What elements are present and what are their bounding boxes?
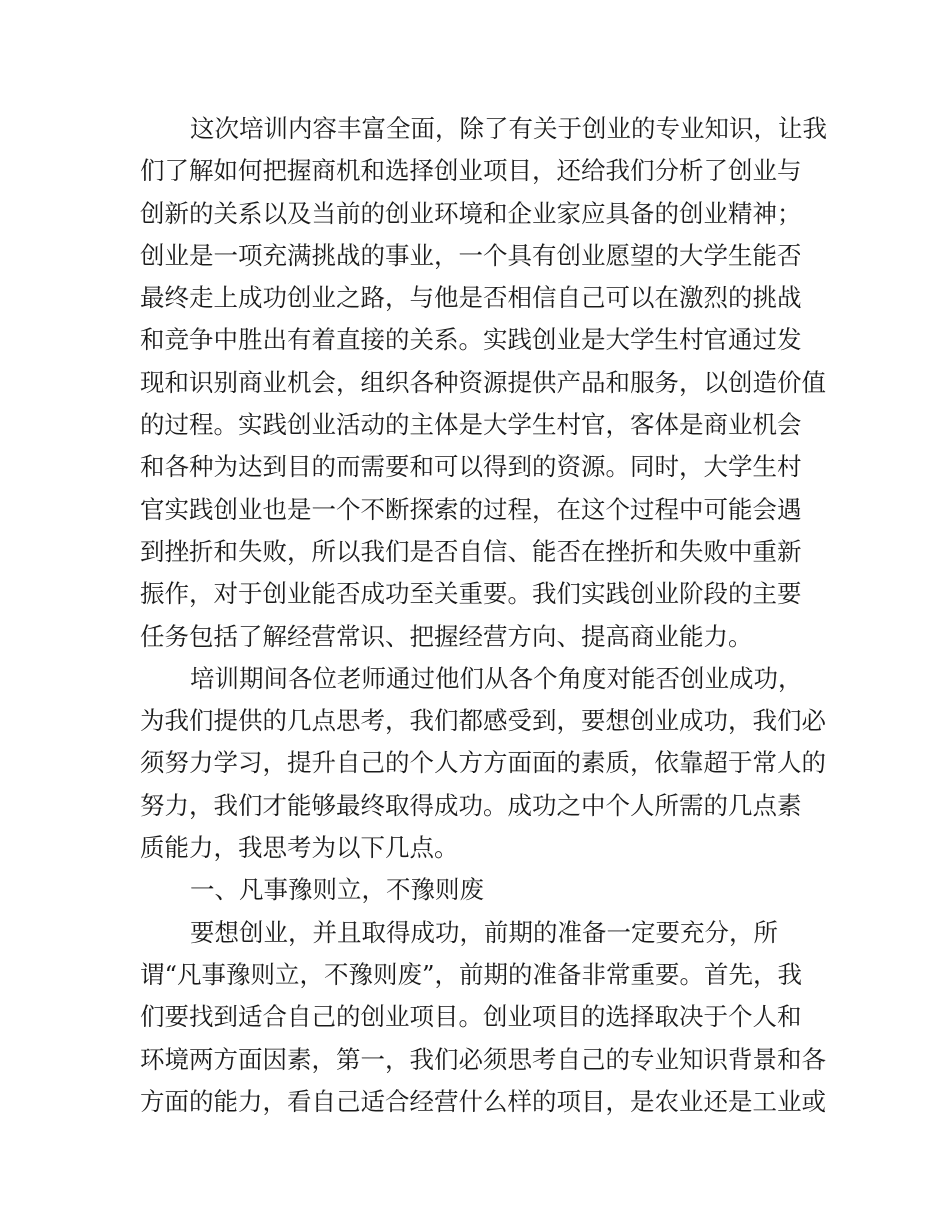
text-line: 为我们提供的几点思考，我们都感受到，要想创业成功，我们必	[140, 706, 826, 736]
text-line: 努力，我们才能够最终取得成功。成功之中个人所需的几点素	[140, 790, 802, 820]
text-line: 官实践创业也是一个不断探索的过程，在这个过程中可能会遇	[140, 494, 802, 524]
text-line: 须努力学习，提升自己的个人方方面面的素质，依靠超于常人的	[140, 748, 826, 778]
document-body	[140, 108, 827, 1123]
text-line: 任务包括了解经营常识、把握经营方向、提高商业能力。	[140, 621, 753, 651]
text-line: 创新的关系以及当前的创业环境和企业家应具备的创业精神；	[140, 198, 802, 228]
text-line: 这次培训内容丰富全面，除了有关于创业的专业知识，让我	[190, 114, 827, 143]
text-line: 的过程。实践创业活动的主体是大学生村官，客体是商业机会	[140, 410, 802, 440]
paragraph	[140, 108, 827, 658]
text-line: 培训期间各位老师通过他们从各个角度对能否创业成功，	[190, 663, 803, 693]
text-line: 振作，对于创业能否成功至关重要。我们实践创业阶段的主要	[140, 579, 802, 609]
paragraph	[140, 658, 826, 869]
text-line: 们了解如何把握商机和选择创业项目，还给我们分析了创业与	[140, 156, 802, 186]
paragraph	[140, 912, 826, 1123]
text-line: 们要找到适合自己的创业项目。创业项目的选择取决于个人和	[140, 1002, 802, 1032]
paragraph	[140, 869, 820, 911]
text-line: 方面的能力，看自己适合经营什么样的项目，是农业还是工业或	[140, 1086, 826, 1116]
text-line: 和竞争中胜出有着直接的关系。实践创业是大学生村官通过发	[140, 325, 802, 355]
text-line: 质能力，我思考为以下几点。	[140, 833, 459, 863]
text-line: 现和识别商业机会，组织各种资源提供产品和服务，以创造价值	[140, 367, 826, 397]
text-line: 最终走上成功创业之路，与他是否相信自己可以在激烈的挑战	[140, 283, 802, 313]
text-line: 要想创业，并且取得成功，前期的准备一定要充分，所	[190, 917, 778, 947]
text-line: 谓“凡事豫则立，不豫则废”，前期的准备非常重要。首先，我	[140, 959, 803, 989]
text-line: 到挫折和失败，所以我们是否自信、能否在挫折和失败中重新	[140, 536, 802, 566]
text-line: 环境两方面因素，第一，我们必须思考自己的专业知识背景和各	[140, 1044, 826, 1074]
text-line: 和各种为达到目的而需要和可以得到的资源。同时，大学生村	[140, 452, 802, 482]
text-line: 一、凡事豫则立，不豫则废	[190, 875, 484, 905]
text-line: 创业是一项充满挑战的事业，一个具有创业愿望的大学生能否	[140, 240, 802, 270]
